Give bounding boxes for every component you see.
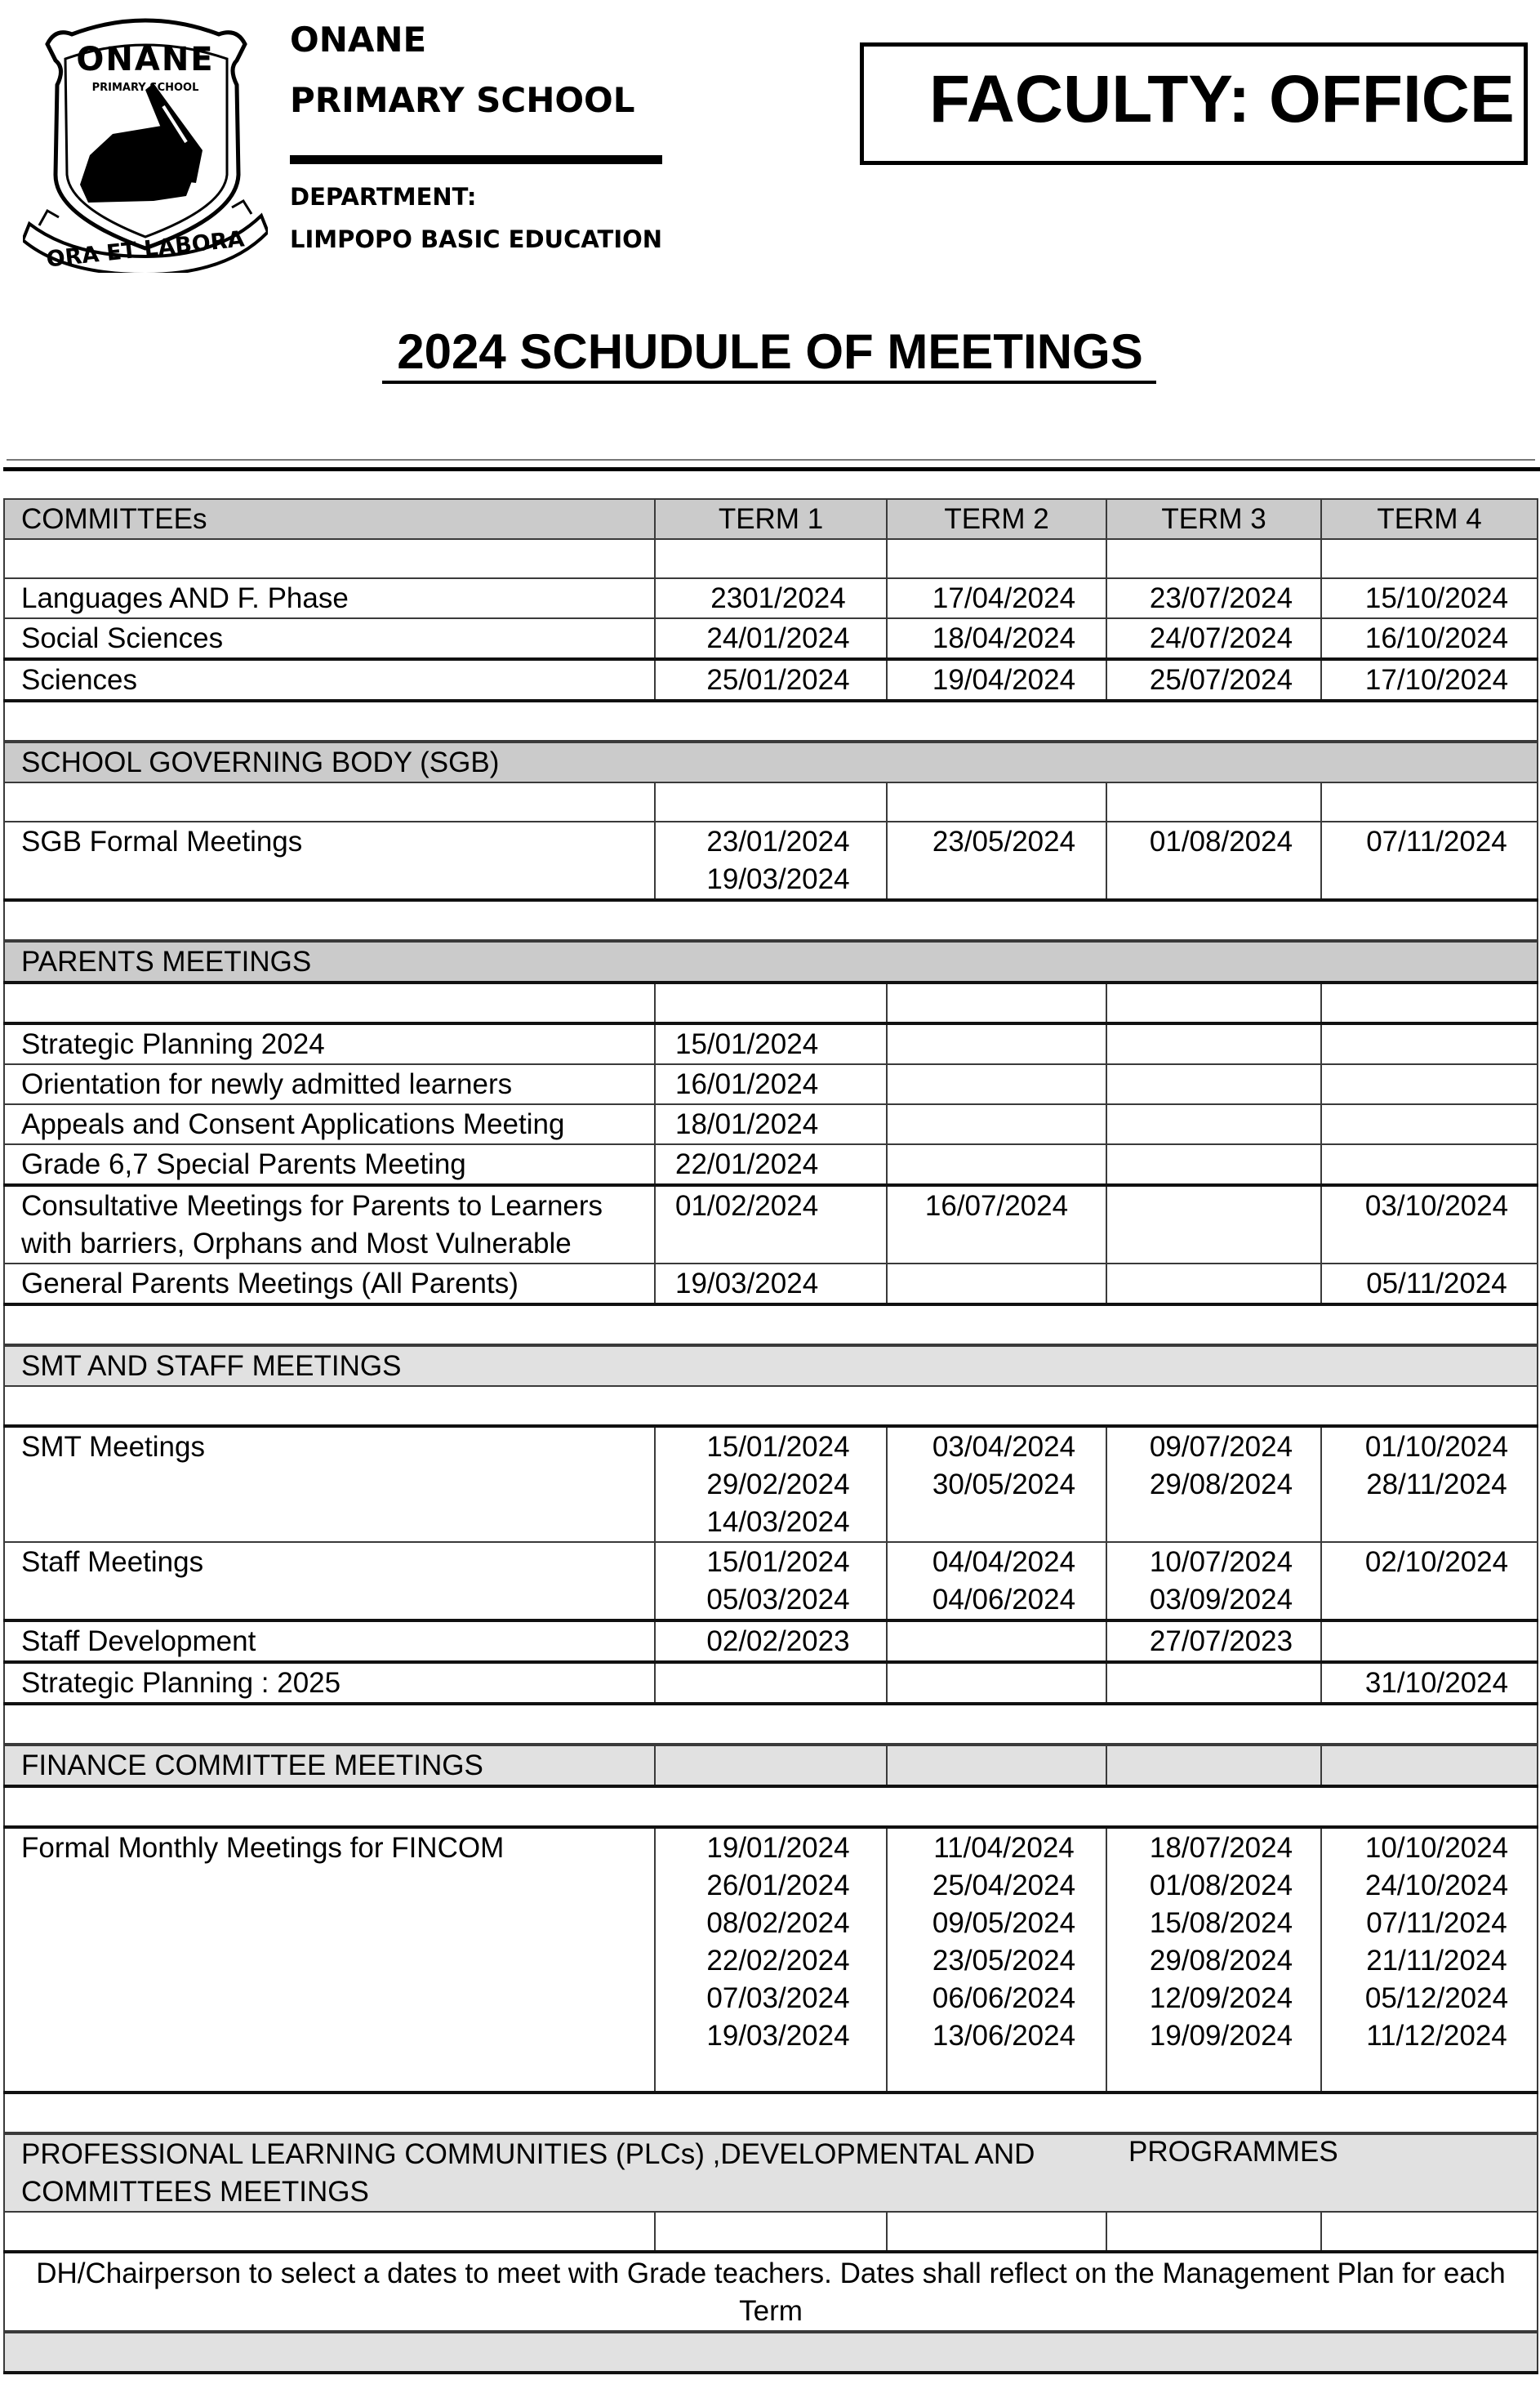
date: 29/08/2024 — [1149, 1469, 1293, 1500]
date: 10/07/2024 — [1149, 1546, 1293, 1578]
term-4-date — [1321, 1104, 1538, 1144]
term-3-date — [1106, 1104, 1321, 1144]
spacer-row — [4, 2093, 1538, 2133]
date: 13/06/2024 — [932, 2020, 1076, 2052]
term-4-date — [1321, 1064, 1538, 1104]
date: 15/01/2024 — [706, 1431, 850, 1463]
term-2-date — [887, 1264, 1106, 1304]
term-2-date: 23/05/2024 — [887, 822, 1106, 900]
term-1-date: 02/02/2023 — [655, 1620, 887, 1662]
plc-heading-tail: PROGRAMMES — [1128, 2136, 1338, 2168]
plc-heading-line1: PROFESSIONAL LEARNING COMMUNITIES (PLCs) ,DEVELOPMENTAL AND — [21, 2138, 1035, 2170]
date: 30/05/2024 — [932, 1469, 1076, 1500]
date: 18/07/2024 — [1149, 1832, 1293, 1864]
separator-thick — [3, 467, 1540, 471]
department-label: DEPARTMENT: — [290, 183, 477, 211]
date: 19/01/2024 — [706, 1832, 850, 1864]
spacer-row — [4, 1704, 1538, 1745]
row-label: Staff Development — [4, 1620, 655, 1662]
date: 22/02/2024 — [706, 1945, 850, 1977]
spacer-row — [4, 1386, 1538, 1426]
date: 19/03/2024 — [706, 2020, 850, 2052]
row-label: Languages AND F. Phase — [4, 578, 655, 618]
row-label: SMT Meetings — [4, 1426, 655, 1542]
spacer-row — [4, 1786, 1538, 1827]
school-heading-block — [290, 10, 665, 261]
date: 07/03/2024 — [706, 1982, 850, 2014]
page-title-text: 2024 SCHUDULE OF MEETINGS — [397, 324, 1143, 379]
date: 01/08/2024 — [1149, 1870, 1293, 1901]
spacer-row — [4, 701, 1538, 742]
plc-heading-line2: COMMITTEES MEETINGS — [21, 2176, 369, 2208]
term-4-date: 15/10/2024 — [1321, 578, 1538, 618]
term-1-date: 19/03/2024 — [655, 1264, 887, 1304]
term-3-date — [1106, 1662, 1321, 1704]
term-2-date — [887, 1023, 1106, 1064]
date: 25/04/2024 — [932, 1870, 1076, 1901]
term-1-date: 22/01/2024 — [655, 1144, 887, 1185]
term-2-date — [887, 1064, 1106, 1104]
column-header-committees: COMMITTEEs — [4, 499, 655, 539]
row-label: Appeals and Consent Applications Meeting — [4, 1104, 655, 1144]
spacer-row — [4, 900, 1538, 941]
term-1-date: 15/01/2024 — [655, 1023, 887, 1064]
table-row — [4, 1542, 1538, 1620]
term-4-date — [1321, 1144, 1538, 1185]
note-row — [4, 2252, 1538, 2332]
table-row — [4, 1144, 1538, 1185]
table-row — [4, 1264, 1538, 1304]
section-header-smt-staff — [4, 1345, 1538, 1386]
term-3-date: 23/07/2024 — [1106, 578, 1321, 618]
date: 03/04/2024 — [932, 1431, 1076, 1463]
term-1-date: 2301/2024 — [655, 578, 887, 618]
term-3-date — [1106, 1064, 1321, 1104]
term-1-date: 25/01/2024 — [655, 659, 887, 701]
column-header-term-3: TERM 3 — [1106, 499, 1321, 539]
section-title: SMT AND STAFF MEETINGS — [4, 1345, 1538, 1386]
spacer-row — [4, 782, 1538, 822]
table-row — [4, 578, 1538, 618]
school-name-line1: ONANE — [290, 20, 427, 60]
logo-school-name: ONANE — [76, 41, 215, 78]
department-name: LIMPOPO BASIC EDUCATION — [290, 225, 663, 253]
table-row — [4, 1426, 1538, 1542]
term-1-dates — [655, 1827, 887, 2093]
column-header-term-4: TERM 4 — [1321, 499, 1538, 539]
date: 23/05/2024 — [932, 1945, 1076, 1977]
date: 03/09/2024 — [1149, 1584, 1293, 1616]
date: 09/07/2024 — [1149, 1431, 1293, 1463]
spacer-row — [4, 1304, 1538, 1345]
row-label: Strategic Planning : 2025 — [4, 1662, 655, 1704]
date: 29/08/2024 — [1149, 1945, 1293, 1977]
date: 29/02/2024 — [706, 1469, 850, 1500]
term-3-dates — [1106, 1426, 1321, 1542]
term-1-date: 24/01/2024 — [655, 618, 887, 659]
term-1-date: 18/01/2024 — [655, 1104, 887, 1144]
date: 05/03/2024 — [706, 1584, 850, 1616]
date: 01/10/2024 — [1364, 1431, 1509, 1463]
row-label: Consultative Meetings for Parents to Learners with barriers, Orphans and Most Vulnerable — [4, 1185, 655, 1264]
table-row — [4, 1185, 1538, 1264]
date: 15/08/2024 — [1149, 1907, 1293, 1939]
column-header-term-1: TERM 1 — [655, 499, 887, 539]
row-label: Grade 6,7 Special Parents Meeting — [4, 1144, 655, 1185]
date: 12/09/2024 — [1149, 1982, 1293, 2014]
term-4-date: 17/10/2024 — [1321, 659, 1538, 701]
term-2-date: 16/07/2024 — [887, 1185, 1106, 1264]
term-3-date: 27/07/2023 — [1106, 1620, 1321, 1662]
column-header-term-2: TERM 2 — [887, 499, 1106, 539]
meetings-schedule-table — [3, 498, 1538, 2374]
term-3-date: 25/07/2024 — [1106, 659, 1321, 701]
term-2-date: 18/04/2024 — [887, 618, 1106, 659]
date: 14/03/2024 — [706, 1506, 850, 1538]
row-label: Social Sciences — [4, 618, 655, 659]
table-row — [4, 1662, 1538, 1704]
faculty-label: FACULTY: OFFICE — [929, 62, 1515, 136]
term-3-date — [1106, 1144, 1321, 1185]
logo-motto: ORA ET LABORA — [45, 226, 246, 273]
term-3-date — [1106, 1185, 1321, 1264]
row-label: General Parents Meetings (All Parents) — [4, 1264, 655, 1304]
table-row — [4, 1827, 1538, 2093]
term-2-dates — [887, 1542, 1106, 1620]
term-4-date: 31/10/2024 — [1321, 1662, 1538, 1704]
table-row — [4, 659, 1538, 701]
term-1-dates — [655, 1542, 887, 1620]
term-2-dates — [887, 1827, 1106, 2093]
date: 21/11/2024 — [1366, 1945, 1507, 1977]
date: 04/04/2024 — [932, 1546, 1076, 1578]
section-header-plc — [4, 2133, 1538, 2212]
separator-thin — [7, 459, 1535, 461]
term-4-date — [1321, 1023, 1538, 1064]
section-title — [4, 2133, 1538, 2212]
plc-note: DH/Chairperson to select a dates to meet with Grade teachers. Dates shall reflect on the Management Plan for each Term — [4, 2252, 1538, 2332]
section-title: PARENTS MEETINGS — [4, 941, 1538, 983]
spacer-row — [4, 2212, 1538, 2252]
term-1-date — [655, 1662, 887, 1704]
term-3-dates — [1106, 1827, 1321, 2093]
date: 11/04/2024 — [933, 1832, 1075, 1864]
row-label: Strategic Planning 2024 — [4, 1023, 655, 1064]
section-header-finance — [4, 1745, 1538, 1786]
term-4-date: 05/11/2024 — [1321, 1264, 1538, 1304]
title-underline — [382, 381, 1156, 384]
term-4-date — [1321, 1620, 1538, 1662]
date: 26/01/2024 — [706, 1870, 850, 1901]
term-4-date: 02/10/2024 — [1321, 1542, 1538, 1620]
date: 19/09/2024 — [1149, 2020, 1293, 2052]
date: 15/01/2024 — [706, 1546, 850, 1578]
term-3-date: 01/08/2024 — [1106, 822, 1321, 900]
term-3-date — [1106, 1023, 1321, 1064]
logo-school-subtitle: PRIMARY SCHOOL — [91, 82, 199, 94]
spacer-row — [4, 983, 1538, 1023]
section-title: SCHOOL GOVERNING BODY (SGB) — [4, 742, 1538, 782]
row-label: Staff Meetings — [4, 1542, 655, 1620]
term-1-date: 16/01/2024 — [655, 1064, 887, 1104]
date: 23/01/2024 — [706, 826, 850, 858]
table-row — [4, 1064, 1538, 1104]
term-2-date — [887, 1144, 1106, 1185]
term-3-dates — [1106, 1542, 1321, 1620]
date: 28/11/2024 — [1366, 1469, 1507, 1500]
term-2-date: 17/04/2024 — [887, 578, 1106, 618]
term-2-date — [887, 1620, 1106, 1662]
table-row — [4, 1620, 1538, 1662]
date: 11/12/2024 — [1366, 2020, 1507, 2052]
row-label: Sciences — [4, 659, 655, 701]
date: 19/03/2024 — [706, 863, 850, 895]
term-2-date — [887, 1662, 1106, 1704]
term-4-date: 03/10/2024 — [1321, 1185, 1538, 1264]
row-label: Formal Monthly Meetings for FINCOM — [4, 1827, 655, 2093]
date: 06/06/2024 — [932, 1982, 1076, 2014]
table-row — [4, 1023, 1538, 1064]
term-3-date — [1106, 1264, 1321, 1304]
date: 24/10/2024 — [1364, 1870, 1509, 1901]
faculty-box — [860, 42, 1528, 165]
logo-text-group — [23, 11, 268, 273]
school-divider — [290, 155, 662, 164]
section-header-sgb — [4, 742, 1538, 782]
spacer-row — [4, 539, 1538, 578]
table-header-row — [4, 499, 1538, 539]
term-2-date — [887, 1104, 1106, 1144]
term-2-dates — [887, 1426, 1106, 1542]
date: 07/11/2024 — [1366, 1907, 1507, 1939]
term-1-dates — [655, 1426, 887, 1542]
section-title: FINANCE COMMITTEE MEETINGS — [4, 1745, 655, 1786]
term-4-dates — [1321, 1426, 1538, 1542]
date: 05/12/2024 — [1364, 1982, 1509, 2014]
term-1-dates — [655, 822, 887, 900]
term-1-date: 01/02/2024 — [655, 1185, 887, 1264]
section-header-parents — [4, 941, 1538, 983]
table-row — [4, 1104, 1538, 1144]
date: 04/06/2024 — [932, 1584, 1076, 1616]
footer-shaded-row — [4, 2332, 1538, 2373]
table-row — [4, 618, 1538, 659]
table-row — [4, 822, 1538, 900]
date: 08/02/2024 — [706, 1907, 850, 1939]
term-2-date: 19/04/2024 — [887, 659, 1106, 701]
term-4-date: 07/11/2024 — [1321, 822, 1538, 900]
row-label: SGB Formal Meetings — [4, 822, 655, 900]
term-4-dates — [1321, 1827, 1538, 2093]
term-4-date: 16/10/2024 — [1321, 618, 1538, 659]
page-title — [0, 323, 1540, 380]
date: 10/10/2024 — [1364, 1832, 1509, 1864]
date: 09/05/2024 — [932, 1907, 1076, 1939]
school-name-line2: PRIMARY SCHOOL — [290, 80, 635, 120]
row-label: Orientation for newly admitted learners — [4, 1064, 655, 1104]
term-3-date: 24/07/2024 — [1106, 618, 1321, 659]
